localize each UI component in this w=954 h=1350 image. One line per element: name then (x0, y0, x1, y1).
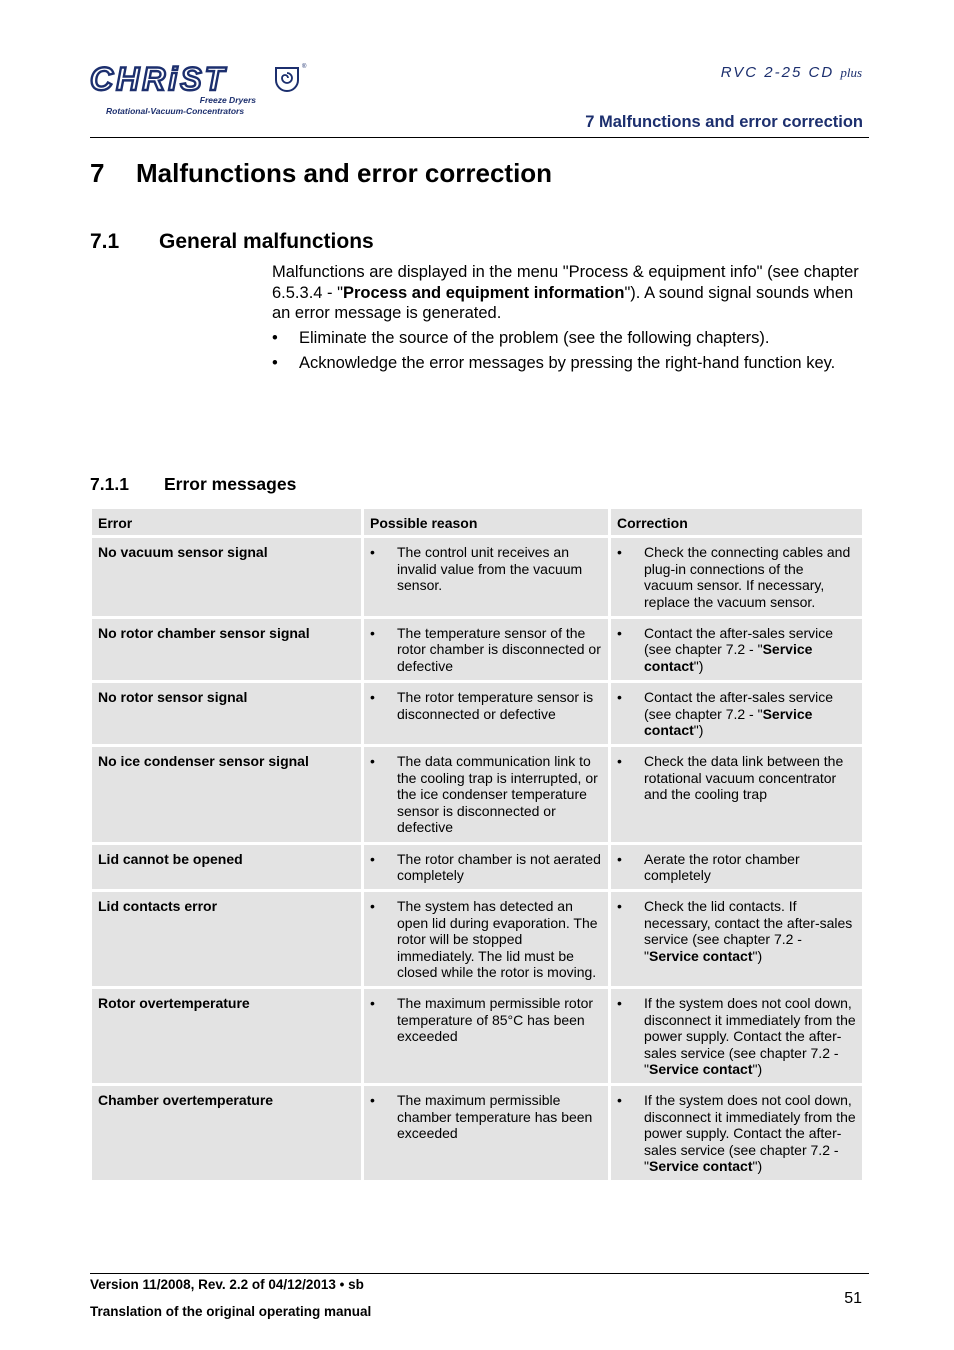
reason-text: The rotor temperature sensor is disconnected or defective (397, 689, 594, 722)
column-header-correction: Correction (611, 509, 862, 535)
section-title: General malfunctions (159, 230, 374, 253)
bullet-glyph: • (370, 689, 375, 706)
correction (611, 1086, 862, 1180)
possible-reason (364, 619, 608, 680)
bullet-glyph: • (370, 753, 375, 770)
correction (611, 892, 862, 986)
reason-text: The maximum permissible rotor temperature of 85°C has been exceeded (397, 995, 594, 1045)
footer-version: Version 11/2008, Rev. 2.2 of 04/12/2013 • sb (90, 1277, 364, 1292)
bullet-glyph: • (617, 544, 622, 561)
possible-reason (364, 989, 608, 1083)
correction (611, 538, 862, 616)
error-name: Lid contacts error (92, 892, 361, 986)
intro-paragraph (272, 262, 862, 324)
model-suffix: plus (840, 65, 862, 80)
table-row (92, 845, 862, 890)
error-name: Lid cannot be opened (92, 845, 361, 890)
reason-text: The system has detected an open lid during evaporation. The rotor will be stopped immediately. The lid must be closed while the rotor is moving. (397, 898, 598, 980)
correction-text: Check the data link between the rotational vacuum concentrator and the cooling trap (644, 753, 844, 803)
correction-text: Contact the after-sales service (see chapter 7.2 - " (644, 625, 834, 658)
table-row (92, 892, 862, 986)
chapter-title: Malfunctions and error correction (136, 158, 553, 188)
table-row (92, 538, 862, 616)
instruction-item (272, 353, 862, 374)
bullet-glyph: • (370, 995, 375, 1012)
correction-text-end: ") (693, 722, 704, 739)
correction-text: If the system does not cool down, disconnect it immediately from the power supply. Contact the after-sales service (see chapter 7.2 - " (644, 1092, 856, 1174)
instruction-text: Eliminate the source of the problem (see the following chapters). (299, 329, 770, 347)
christ-wordmark (90, 62, 270, 98)
bullet-glyph: • (617, 625, 622, 642)
header-divider (90, 137, 869, 138)
logo-tagline-concentrators: Rotational-Vacuum-Concentrators (106, 106, 245, 116)
instruction-list (272, 328, 862, 377)
intro-text-2: "). A sound signal sounds when an error message is generated. (272, 283, 854, 322)
correction-text-end: ") (752, 947, 763, 964)
reason-text: The control unit receives an invalid value from the vacuum sensor. (397, 544, 583, 594)
bullet-glyph: • (617, 995, 622, 1012)
subsection-heading (90, 474, 296, 495)
error-messages-table (89, 506, 865, 1183)
column-header-reason: Possible reason (364, 509, 608, 535)
correction-text: If the system does not cool down, disconnect it immediately from the power supply. Contact the after-sales service (see chapter 7.2 - " (644, 995, 856, 1077)
reason-text: The maximum permissible chamber temperature has been exceeded (397, 1092, 593, 1142)
possible-reason (364, 538, 608, 616)
error-name: No vacuum sensor signal (92, 538, 361, 616)
correction (611, 619, 862, 680)
column-header-error: Error (92, 509, 361, 535)
chapter-heading (90, 158, 552, 189)
page-number: 51 (844, 1290, 862, 1307)
table-row (92, 619, 862, 680)
correction (611, 683, 862, 744)
bullet-glyph: • (617, 689, 622, 706)
registered-mark: ® (302, 64, 307, 70)
footer-divider (90, 1273, 869, 1274)
subsection-number: 7.1.1 (90, 474, 129, 494)
bullet-glyph: • (272, 353, 278, 372)
reason-text: The data communication link to the cooling trap is interrupted, or the ice condenser temperature sensor is disconnected or defective (397, 753, 598, 836)
reason-text: The temperature sensor of the rotor chamber is disconnected or defective (397, 625, 601, 674)
correction-bold-reference: Service contact (648, 947, 753, 964)
table-row (92, 989, 862, 1083)
error-name: Rotor overtemperature (92, 989, 361, 1083)
correction-text: Contact the after-sales service (see chapter 7.2 - " (644, 689, 834, 722)
possible-reason (364, 683, 608, 744)
correction-text-end: ") (693, 657, 704, 674)
christ-wordmark-graphic (90, 62, 270, 98)
possible-reason (364, 1086, 608, 1180)
reason-text: The rotor chamber is not aerated completely (397, 850, 601, 883)
christ-logo (90, 62, 310, 120)
bullet-glyph: • (617, 753, 622, 770)
instruction-item (272, 328, 862, 349)
wordmark-text: CHRiST (90, 62, 228, 97)
correction (611, 845, 862, 890)
subsection-title: Error messages (164, 474, 297, 494)
bullet-glyph: • (370, 850, 375, 867)
correction-text-end: ") (752, 1158, 763, 1174)
model-name (721, 64, 862, 81)
intro-bold-reference: Process and equipment information (342, 283, 625, 302)
table-row (92, 1086, 862, 1180)
running-header-chapter: 7 Malfunctions and error correction (585, 113, 863, 131)
correction-bold-reference: Service contact (644, 641, 813, 674)
error-name: Chamber overtemperature (92, 1086, 361, 1180)
intro-text-1: Malfunctions are displayed in the menu "Process & equipment info" (see chapter 6.5.3.4 - " (272, 263, 859, 302)
bullet-glyph: • (370, 544, 375, 561)
correction-bold-reference: Service contact (644, 705, 813, 739)
bullet-glyph: • (370, 898, 375, 915)
possible-reason (364, 845, 608, 890)
bullet-glyph: • (617, 850, 622, 867)
section-number: 7.1 (90, 230, 120, 253)
model-number: RVC 2-25 CD (720, 64, 835, 81)
chapter-number: 7 (90, 158, 105, 188)
error-name: No ice condenser sensor signal (92, 747, 361, 841)
bullet-glyph: • (617, 1092, 622, 1109)
error-name: No rotor sensor signal (92, 683, 361, 744)
logo-tagline-freeze-dryers: Freeze Dryers (199, 95, 256, 105)
possible-reason (364, 747, 608, 841)
correction-text: Aerate the rotor chamber completely (644, 850, 800, 883)
correction (611, 989, 862, 1083)
correction-text-end: ") (752, 1060, 763, 1077)
bullet-glyph: • (370, 1092, 375, 1109)
correction-bold-reference: Service contact (648, 1158, 753, 1174)
instruction-text: Acknowledge the error messages by pressing the right-hand function key. (299, 353, 836, 372)
possible-reason (364, 892, 608, 986)
correction (611, 747, 862, 841)
bullet-glyph: • (272, 329, 278, 347)
bullet-glyph: • (370, 625, 375, 642)
bullet-glyph: • (617, 898, 622, 915)
correction-text: Check the lid contacts. If necessary, contact the after-sales service (see chapter 7.2 - " (644, 898, 853, 964)
table-header-row (92, 509, 862, 535)
table-row (92, 683, 862, 744)
table-row (92, 747, 862, 841)
christ-emblem-icon (274, 66, 300, 92)
footer-translation-note: Translation of the original operating manual (90, 1304, 372, 1319)
section-heading (90, 230, 374, 254)
correction-text: Check the connecting cables and plug-in connections of the vacuum sensor. If necessary, replace the vacuum sensor. (644, 544, 851, 610)
correction-bold-reference: Service contact (648, 1060, 753, 1077)
error-name: No rotor chamber sensor signal (92, 619, 361, 680)
